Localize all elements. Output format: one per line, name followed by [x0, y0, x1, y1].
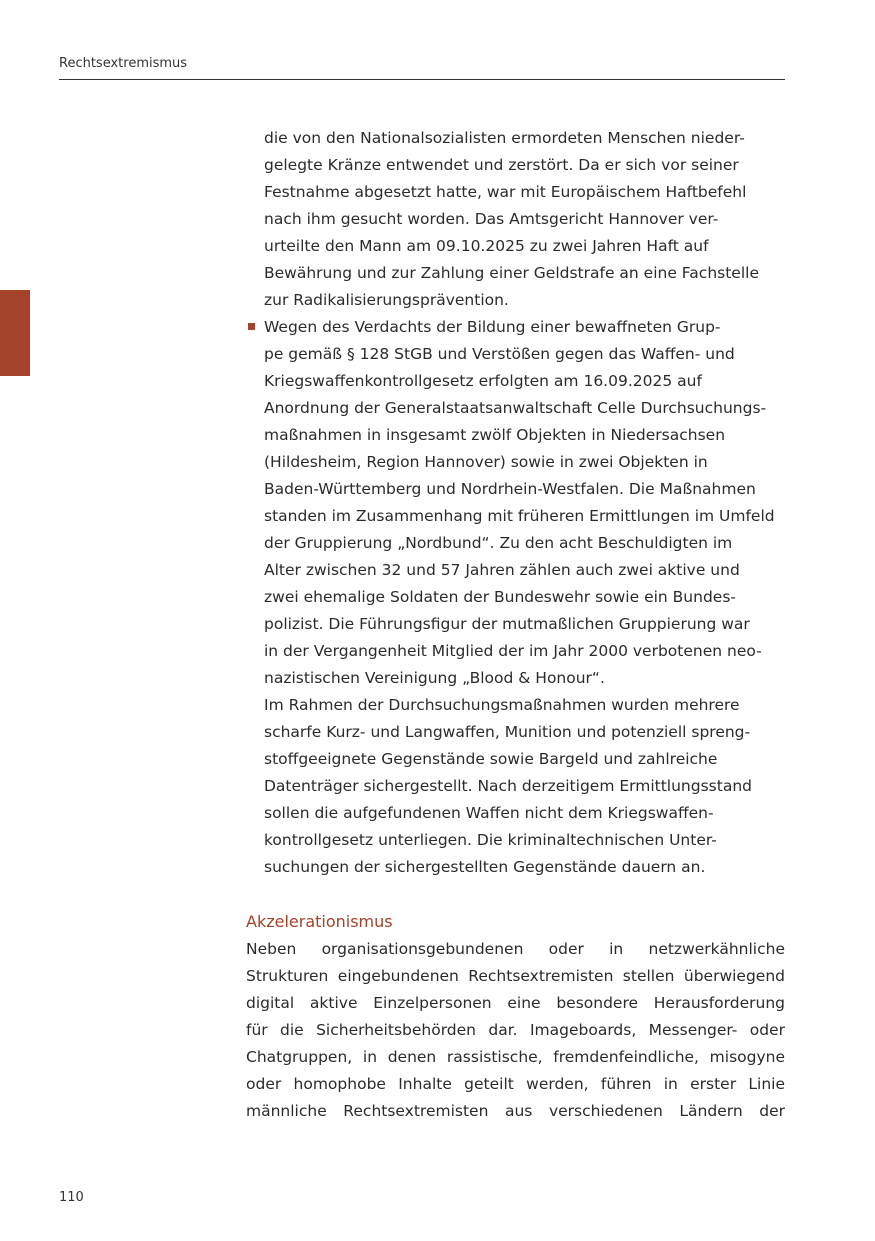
text-line: urteilte den Mann am 09.10.2025 zu zwei Jahren Haft auf	[264, 237, 709, 255]
text-line: suchungen der sichergestellten Gegenstände dauern an.	[264, 858, 706, 876]
text-line: Anordnung der Generalstaatsanwaltschaft Celle Durchsuchungs-	[264, 399, 767, 417]
text-line: (Hildesheim, Region Hannover) sowie in zwei Objekten in	[264, 453, 708, 471]
text-line: Festnahme abgesetzt hatte, war mit Europäischem Haftbefehl	[264, 183, 747, 201]
text-line: maßnahmen in insgesamt zwölf Objekten in Niedersachsen	[264, 426, 726, 444]
text-line: zwei ehemalige Soldaten der Bundeswehr sowie ein Bundes-	[264, 588, 736, 606]
text-line: in der Vergangenheit Mitglied der im Jahr 2000 verbotenen neo-	[264, 642, 762, 660]
text-line: Wegen des Verdachts der Bildung einer bewaffneten Grup-	[264, 318, 721, 336]
text-line: zur Radikalisierungsprävention.	[264, 291, 509, 309]
text-line: männliche Rechtsextremisten aus verschiedenen Ländern der	[246, 1102, 785, 1120]
text-line: die von den Nationalsozialisten ermordeten Menschen nieder-	[264, 129, 745, 147]
text-line: nazistischen Vereinigung „Blood & Honour“.	[264, 669, 605, 687]
body-paragraph	[246, 936, 785, 1125]
text-line: digital aktive Einzelpersonen eine besondere Herausforderung	[246, 994, 785, 1012]
text-line: Im Rahmen der Durchsuchungsmaßnahmen wurden mehrere	[264, 696, 740, 714]
text-line: gelegte Kränze entwendet und zerstört. Da er sich vor seiner	[264, 156, 739, 174]
text-line: Neben organisationsgebundenen oder in netzwerkähnliche	[246, 940, 785, 958]
text-line: oder homophobe Inhalte geteilt werden, führen in erster Linie	[246, 1075, 785, 1093]
text-line: scharfe Kurz- und Langwaffen, Munition und potenziell spreng-	[264, 723, 751, 741]
text-line: Strukturen eingebundenen Rechtsextremisten stellen überwiegend	[246, 967, 785, 985]
bullet-square-icon	[248, 323, 255, 330]
text-line: der Gruppierung „Nordbund“. Zu den acht Beschuldigten im	[264, 534, 733, 552]
chapter-side-tab	[0, 290, 30, 376]
text-line: Chatgruppen, in denen rassistische, fremdenfeindliche, misogyne	[246, 1048, 785, 1066]
text-line: stoffgeeignete Gegenstände sowie Bargeld und zahlreiche	[264, 750, 718, 768]
text-line: Baden-Württemberg und Nordrhein-Westfalen. Die Maßnahmen	[264, 480, 756, 498]
page-number: 110	[59, 1190, 84, 1205]
text-line: polizist. Die Führungsfigur der mutmaßlichen Gruppierung war	[264, 615, 750, 633]
text-line: nach ihm gesucht worden. Das Amtsgericht Hannover ver-	[264, 210, 719, 228]
text-line: sollen die aufgefundenen Waffen nicht dem Kriegswaffen-	[264, 804, 714, 822]
text-line: Kriegswaffenkontrollgesetz erfolgten am 16.09.2025 auf	[264, 372, 702, 390]
text-line: für die Sicherheitsbehörden dar. Imageboards, Messenger- oder	[246, 1021, 785, 1039]
running-head: Rechtsextremismus	[59, 56, 188, 71]
text-line: Datenträger sichergestellt. Nach derzeitigem Ermittlungsstand	[264, 777, 752, 795]
section-heading: Akzelerationismus	[246, 912, 393, 931]
text-line: pe gemäß § 128 StGB und Verstößen gegen das Waffen- und	[264, 345, 735, 363]
text-line: kontrollgesetz unterliegen. Die kriminaltechnischen Unter-	[264, 831, 717, 849]
list-body	[264, 125, 785, 881]
text-line: Bewährung und zur Zahlung einer Geldstrafe an eine Fachstelle	[264, 264, 759, 282]
text-line: Alter zwischen 32 und 57 Jahren zählen auch zwei aktive und	[264, 561, 740, 579]
text-line: standen im Zusammenhang mit früheren Ermittlungen im Umfeld	[264, 507, 775, 525]
header-rule	[59, 79, 785, 80]
